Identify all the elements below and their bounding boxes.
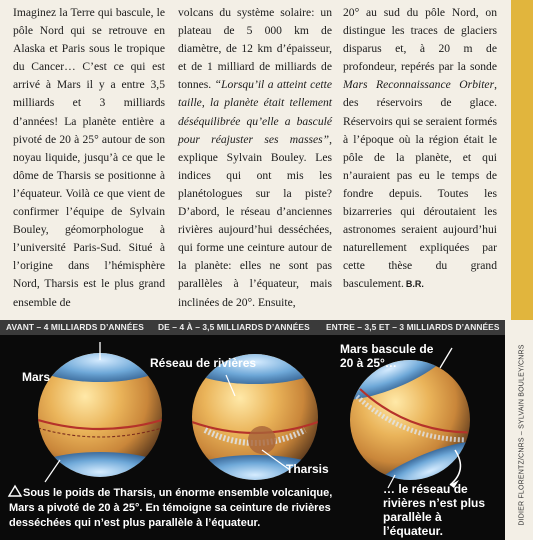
column-2-text-start: volcans du système solaire: un plateau de 5 000 km de diamètre, de 12 km d’épaisseur, et de 1 milliard de milliards de tonnes. bbox=[178, 6, 332, 92]
label-mars: Mars bbox=[22, 370, 51, 384]
article-column-1 bbox=[13, 4, 165, 312]
column-3-text-start: 20° au sud du pôle Nord, on distingue les traces de glaciers disparus et, à 20 m de profondeur, repérés par la sonde bbox=[343, 6, 497, 74]
author-signature: B.R. bbox=[405, 279, 424, 290]
label-result: … le réseau de rivières n’est plus parallèle à l’équateur. bbox=[383, 482, 486, 538]
caption-text: Sous le poids de Tharsis, un énorme ensemble volcanique, Mars a pivoté de 20 à 25°. En témoigne sa ceinture de rivières desséchées qui n’est plus parallèle à l’équateur. bbox=[9, 487, 333, 530]
header-during: DE – 4 À – 3,5 MILLIARDS D’ANNÉES bbox=[158, 322, 310, 332]
label-tilt: Mars bascule de 20 à 25°… bbox=[340, 342, 434, 370]
column-2-text-end: , explique Sylvain Bouley. Les indices qui ont mis les planétologues sur la piste? D’abord, le réseau d’anciennes rivières aujourd’hui desséchées, qui forme une ceinture autour de la planète: elles ne sont pas parallèles à l’équateur, mais inclinées de 20°. Ensuite, bbox=[178, 132, 332, 309]
credit-text: DIDIER FLORENTZ/CNRS – SYLVAIN BOULEY/CNRS bbox=[518, 344, 526, 526]
mars-globe-before bbox=[30, 338, 170, 492]
column-3-text-end: , des réservoirs de glace. Réservoirs qui se seraient formés à l’époque où la région était le pôle de la planète, et qui n’auraient pas eu le temps de fondre depuis. Toutes les bizarreries qui déroutaient les astronomes seraient aujourd’hui naturellement expliquées par cette thèse du grand basculement. bbox=[343, 78, 497, 291]
accent-sidebar bbox=[511, 0, 533, 320]
label-river-network: Réseau de rivières bbox=[150, 356, 257, 370]
header-before: AVANT – 4 MILLIARDS D’ANNÉES bbox=[6, 322, 144, 332]
header-after: ENTRE – 3,5 ET – 3 MILLIARDS D’ANNÉES bbox=[326, 322, 500, 332]
article-column-3 bbox=[343, 4, 497, 294]
figure-caption bbox=[9, 486, 354, 532]
column-1-text: Imaginez la Terre qui bascule, le pôle Nord qui se retrouve en Alaska et Paris sous le tropique du Cancer… C’est ce qui est arrivé à Mars il y a entre 3,5 milliards et 3 milliards d’années! La planète entière a pivoté de 20 à 25° autour de son noyau liquide, jusqu’à ce que le dôme de Tharsis se positionne à l’équateur. Voilà ce que vient de confirmer l’équipe de Sylvain Bouley, géomorphologue à l’université Paris-Sud. Situé à l’origine dans l’hémisphère Nord, Tharsis est le plus grand ensemble de bbox=[13, 6, 165, 309]
article-column-2 bbox=[178, 4, 332, 312]
photo-credit bbox=[513, 340, 531, 530]
mars-tilt-figure bbox=[0, 320, 505, 540]
column-2-paragraph bbox=[178, 4, 332, 312]
label-tharsis: Tharsis bbox=[286, 462, 329, 476]
column-3-paragraph bbox=[343, 4, 497, 294]
probe-name: Mars Reconnaissance Orbiter bbox=[343, 78, 495, 92]
quote-sylvain-bouley: “Lorsqu’il a atteint cette taille, la planète était tellement déséquilibrée qu’elle a basculé pour réajuster ses masses” bbox=[178, 78, 332, 146]
